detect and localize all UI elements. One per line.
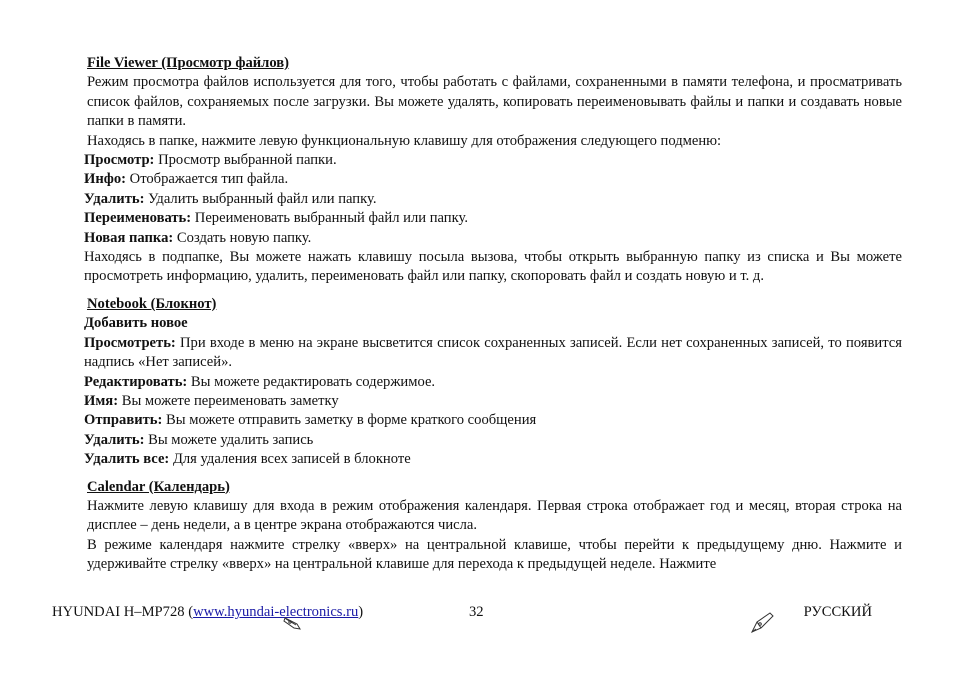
- file-viewer-intro: Режим просмотра файлов используется для того, чтобы работать с файлами, сохраненными в памяти телефона, и просматривать список файлов, сохраняемых после загрузки. Вы можете удалять, копировать переименовывать файлы и папки и создавать новые папки в памяти.: [87, 74, 902, 130]
- definition-item: [84, 170, 902, 189]
- page-number: 32: [469, 604, 484, 620]
- pen-icon: [749, 610, 775, 636]
- footer-language: РУССКИЙ: [803, 604, 872, 620]
- definition-item: [84, 450, 902, 469]
- definition-desc: Вы можете переименовать заметку: [118, 392, 339, 409]
- definition-desc: Вы можете отправить заметку в форме краткого сообщения: [162, 412, 537, 429]
- definition-term: Имя:: [84, 392, 119, 409]
- definition-item: [84, 190, 902, 209]
- footer-brand-text: HYUNDAI H–MP728 (: [52, 604, 194, 620]
- page-content: [84, 54, 902, 575]
- section-title-calendar: Calendar (Календарь): [87, 478, 230, 495]
- definition-desc: Удалить выбранный файл или папку.: [144, 190, 377, 207]
- footer-brand: [52, 604, 363, 621]
- definition-term: Переименовать:: [84, 210, 192, 227]
- definition-desc: Переименовать выбранный файл или папку.: [191, 210, 468, 227]
- definition-term: Удалить:: [84, 190, 145, 207]
- definition-desc: Отображается тип файла.: [126, 171, 289, 188]
- definition-term: Новая папка:: [84, 229, 174, 246]
- footer-website-link[interactable]: www.hyundai-electronics.ru: [193, 604, 359, 620]
- definition-desc: При входе в меню на экране высветится список сохраненных записей. Если нет сохраненных записей, то появится надпись «Нет записей».: [84, 334, 902, 371]
- definition-desc: Создать новую папку.: [173, 229, 312, 246]
- section-title-notebook: Notebook (Блокнот): [87, 295, 217, 312]
- definition-desc: Для удаления всех записей в блокноте: [169, 451, 411, 468]
- definition-term: Удалить все:: [84, 451, 170, 468]
- page-footer: [52, 604, 882, 628]
- definition-term: Отправить:: [84, 412, 163, 429]
- definition-term: Редактировать:: [84, 373, 188, 390]
- definition-term: Просмотреть:: [84, 334, 176, 351]
- calendar-paragraph-2: В режиме календаря нажмите стрелку «вверх» на центральной клавише, чтобы перейти к предыдущему дню. Нажмите и удерживайте стрелку «вверх» на центральной клавише для перехода к предыдущей неделе. Нажмите: [87, 536, 902, 573]
- definition-item: [84, 209, 902, 228]
- definition-term: Просмотр:: [84, 152, 155, 169]
- definition-item: [84, 431, 902, 450]
- file-viewer-submenu-intro: Находясь в папке, нажмите левую функциональную клавишу для отображения следующего подменю:: [87, 132, 722, 149]
- pen-icon: [282, 610, 304, 632]
- notebook-add-new: Добавить новое: [84, 315, 188, 332]
- footer-brand-close: ): [358, 604, 364, 620]
- definition-term: Инфо:: [84, 171, 127, 188]
- definition-desc: Вы можете редактировать содержимое.: [187, 373, 436, 390]
- definition-item: [84, 373, 902, 392]
- definition-item: [84, 229, 902, 248]
- definition-item: [84, 334, 902, 373]
- calendar-paragraph-1: Нажмите левую клавишу для входа в режим отображения календаря. Первая строка отображает год и месяц, вторая строка на дисплее – день недели, а в центре экрана отображаются числа.: [87, 497, 902, 534]
- file-viewer-outro: Находясь в подпапке, Вы можете нажать клавишу посыла вызова, чтобы открыть выбранную папку из списка и Вы можете просмотреть информацию, удалить, переименовать файл или папку, скопоровать файл и создать новую и т. д.: [84, 249, 902, 285]
- definition-item: [84, 392, 902, 411]
- definition-term: Удалить:: [84, 431, 145, 448]
- definition-item: [84, 151, 902, 170]
- definition-item: [84, 411, 902, 430]
- definition-desc: Просмотр выбранной папки.: [154, 152, 337, 169]
- section-title-file-viewer: File Viewer (Просмотр файлов): [87, 55, 290, 71]
- definition-desc: Вы можете удалить запись: [144, 431, 314, 448]
